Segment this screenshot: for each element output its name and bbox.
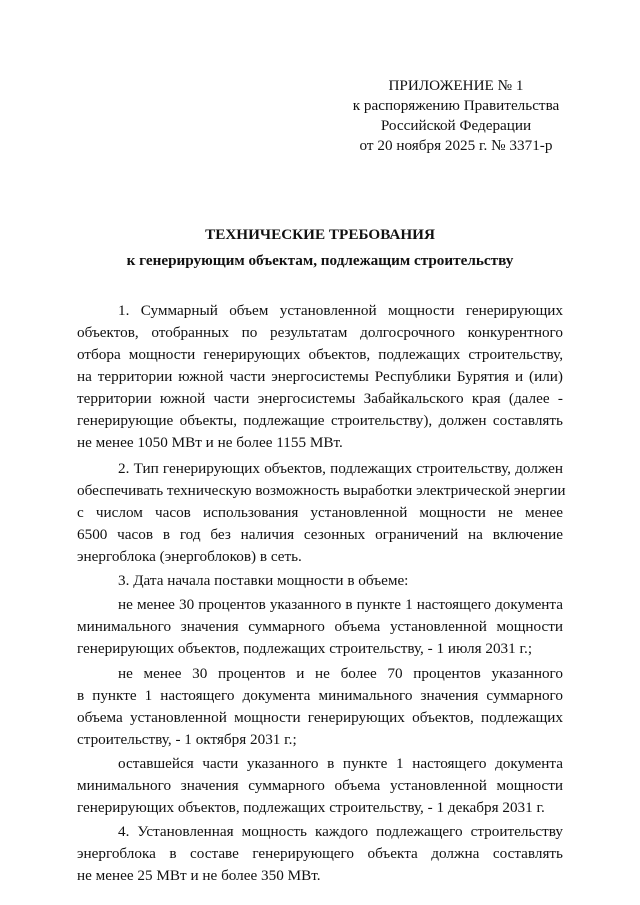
paragraph-line: на территории южной части энергосистемы Республики Бурятия и (или) [77,368,563,385]
paragraph-line: не менее 30 процентов и не более 70 процентов указанного [118,665,563,682]
paragraph-line: не менее 25 МВт и не более 350 МВт. [77,867,321,884]
paragraph-line: оставшейся части указанного в пункте 1 настоящего документа [118,755,563,772]
paragraph-line: энергоблока в составе генерирующего объекта должна составлять [77,845,563,862]
appendix-date: от 20 ноября 2025 г. № 3371-р [359,137,553,154]
paragraph-line: 4. Установленная мощность каждого подлежащего строительству [118,823,563,840]
appendix-title: ПРИЛОЖЕНИЕ № 1 [388,77,524,94]
paragraph-line: 1. Суммарный объем установленной мощности генерирующих [118,302,563,319]
appendix-block [320,76,592,156]
paragraph-line: территории южной части энергосистемы Забайкальского края (далее - [77,390,563,407]
paragraph-line: генерирующие объекты, подлежащие строительству), должен составлять [77,412,563,429]
paragraph-line: строительству, - 1 октября 2031 г.; [77,731,297,748]
appendix-line: к распоряжению Правительства [352,97,560,114]
paragraph-line: с числом часов использования установленной мощности не менее [77,504,563,521]
appendix-line: Российской Федерации [380,117,532,134]
paragraph-line: генерирующих объектов, подлежащих строительству, - 1 июля 2031 г.; [77,640,533,657]
paragraph-line: не менее 30 процентов указанного в пункте 1 настоящего документа [118,596,563,613]
document-subtitle: к генерирующим объектам, подлежащим строительству [126,252,514,269]
paragraph-line: 3. Дата начала поставки мощности в объеме: [118,572,409,589]
paragraph-line: минимального значения суммарного объема установленной мощности [77,618,563,635]
paragraph-line: минимального значения суммарного объема установленной мощности [77,777,563,794]
paragraph-line: генерирующих объектов, подлежащих строительству, - 1 декабря 2031 г. [77,799,545,816]
paragraph-line: в пункте 1 настоящего документа минимального значения суммарного [77,687,563,704]
document-title: ТЕХНИЧЕСКИЕ ТРЕБОВАНИЯ [205,226,435,243]
paragraph-line: 6500 часов в год без наличия сезонных ограничений на включение [77,526,563,543]
paragraph-line: объектов, отобранных по результатам долгосрочного конкурентного [77,324,563,341]
paragraph-line: энергоблока (энергоблоков) в сеть. [77,548,302,565]
paragraph-line: объема установленной мощности генерирующих объектов, подлежащих [77,709,563,726]
paragraph-line: не менее 1050 МВт и не более 1155 МВт. [77,434,343,451]
paragraph-line: обеспечивать техническую возможность выработки электрической энергии [77,482,566,499]
paragraph-line: отбора мощности генерирующих объектов, подлежащих строительству, [77,346,563,363]
paragraph-line: 2. Тип генерирующих объектов, подлежащих строительству, должен [118,460,563,477]
